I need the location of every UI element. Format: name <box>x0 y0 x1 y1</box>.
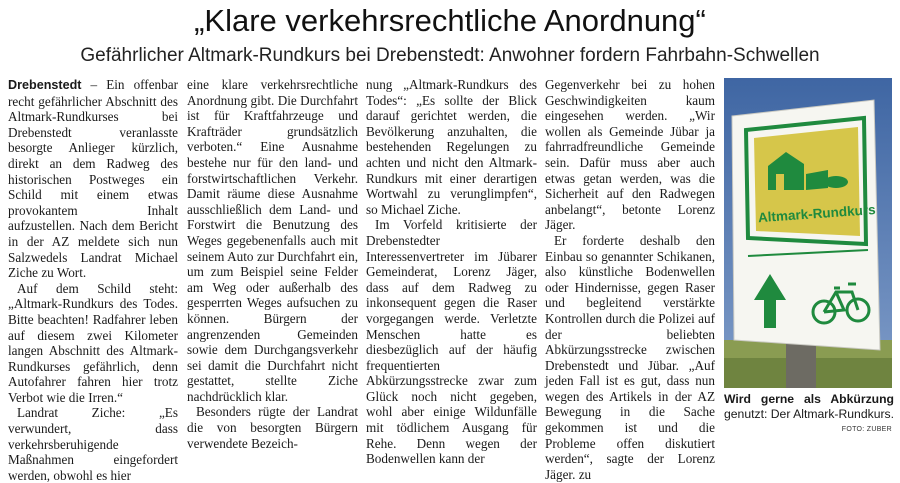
paragraph: Gegenverkehr bei zu hohen Geschwindigkeiten kaum eingesehen werden. „Wir wollen als Gemeinde Jübar ja fahrradfreundliche Gemeinde sein. Dafür muss aber auch etwas getan werden, was die Sicherheit auf den Radwegen anbelangt“, betonte Lorenz Jäger. <box>545 77 715 233</box>
headline: „Klare verkehrsrechtliche Anordnung“ <box>194 3 706 38</box>
article-column-3 <box>366 77 537 467</box>
paragraph: Im Vorfeld kritisierte der Drebenstedter Interessenvertreter im Jübarer Gemeinderat, Lorenz Jäger, dass auf dem Radweg zu inkonsequent gegen die Raser vorgegangen werde. Verletzte Menschen hatte es diesbezüglich auf der häufig frequentierten Abkürzungsstrecke zwar zum Glück noch nicht gegeben, wohl aber einige Wildunfälle mit tödlichem Ausgang für Rehe. Denn wegen der Bodenwellen kann der <box>366 217 537 467</box>
paragraph-text: – Ein offenbar recht gefährlicher Abschnitt des Altmark-Rundkurses bei Drebenstedt veranlasste besorgte Anlieger kürzlich, direkt an dem Radweg des historischen Postweges ein Schild mit einem etwas provokantem Inhalt aufzustellen. Nach dem Bericht in der AZ meldete sich nun Salzwedels Landrat Michael Ziche zu Wort. <box>8 77 178 281</box>
paragraph <box>8 77 178 281</box>
photo-credit: FOTO: ZUBER <box>841 426 892 433</box>
sign-photo <box>724 78 892 388</box>
article-column-2 <box>187 77 358 451</box>
article-column-1 <box>8 77 178 483</box>
paragraph: Er forderte deshalb den Einbau so genannter Schikanen, also künstliche Bodenwellen oder Hindernisse, gegen Raser und begleitend verstärkte Kontrollen durch die Polizei auf der beliebten Abkürzungsstrecke zwischen Drebenstedt und Jübar. „Auf jeden Fall ist es gut, dass nun wegen des Artikels in der AZ Bewegung in die Sache gekommen ist und die Probleme offen diskutiert werden“, sagte der Lorenz Jäger. zu <box>545 232 715 482</box>
subheadline: Gefährlicher Altmark-Rundkurs bei Drebenstedt: Anwohner fordern Fahrbahn-Schwellen <box>80 45 820 66</box>
paragraph: eine klare verkehrsrechtliche Anordnung gibt. Die Durchfahrt ist für Kraftfahrzeuge und Krafträder grundsätzlich verboten.“ Eine Ausnahme bestehe nur für den land- und forstwirtschaftlichen Verkehr. Damit räume diese Ausnahme ausschließlich dem Land- und Forstwirt die Benutzung des Weges gegebenenfalls auch mit seinem Auto zur Durchfahrt ein, um zum Beispiel seine Felder am Weg oder außerhalb des gesperrten Weges aufsuchen zu können. Bürgern der angrenzenden Gemeinden sowie dem Durchgangsverkehr sei damit die Durchfahrt nicht gestattet, stellte Ziche nachdrücklich klar. <box>187 77 358 404</box>
caption-bold: Wird gerne als Abkürzung <box>724 392 894 406</box>
paragraph: Besonders rügte der Landrat die von besorgten Bürgern verwendete Bezeich- <box>187 404 358 451</box>
paragraph: nung „Altmark-Rundkurs des Todes“: „Es sollte der Blick darauf gerichtet werden, die Bevölkerung anzuhalten, die bestehenden Regelungen zu achten und nicht den Altmark-Rundkurs mit einer derartigen Wortwahl zu verunglimpfen“, so Michael Ziche. <box>366 77 537 217</box>
paragraph: Landrat Ziche: „Es verwundert, dass verkehrsberuhigende Maßnahmen eingefordert werden, obwohl es hier <box>8 405 178 483</box>
sign-text: Altmark-Rundkurs <box>757 202 877 226</box>
caption-text: genutzt: Der Altmark-Rundkurs. <box>724 407 895 421</box>
article-column-4 <box>545 77 715 482</box>
altmark-rundkurs-sign-image <box>724 78 892 388</box>
dateline: Drebenstedt <box>8 78 82 92</box>
photo-caption <box>724 392 894 422</box>
paragraph: Auf dem Schild steht: „Altmark-Rundkurs des Todes. Bitte beachten! Radfahrer leben auf diesem zwei Kilometer langen Abschnitt des Altmark-Rundkurses gefährlich, denn Autofahrer fahren hier trotz Verbot wie die Irren.“ <box>8 280 178 405</box>
